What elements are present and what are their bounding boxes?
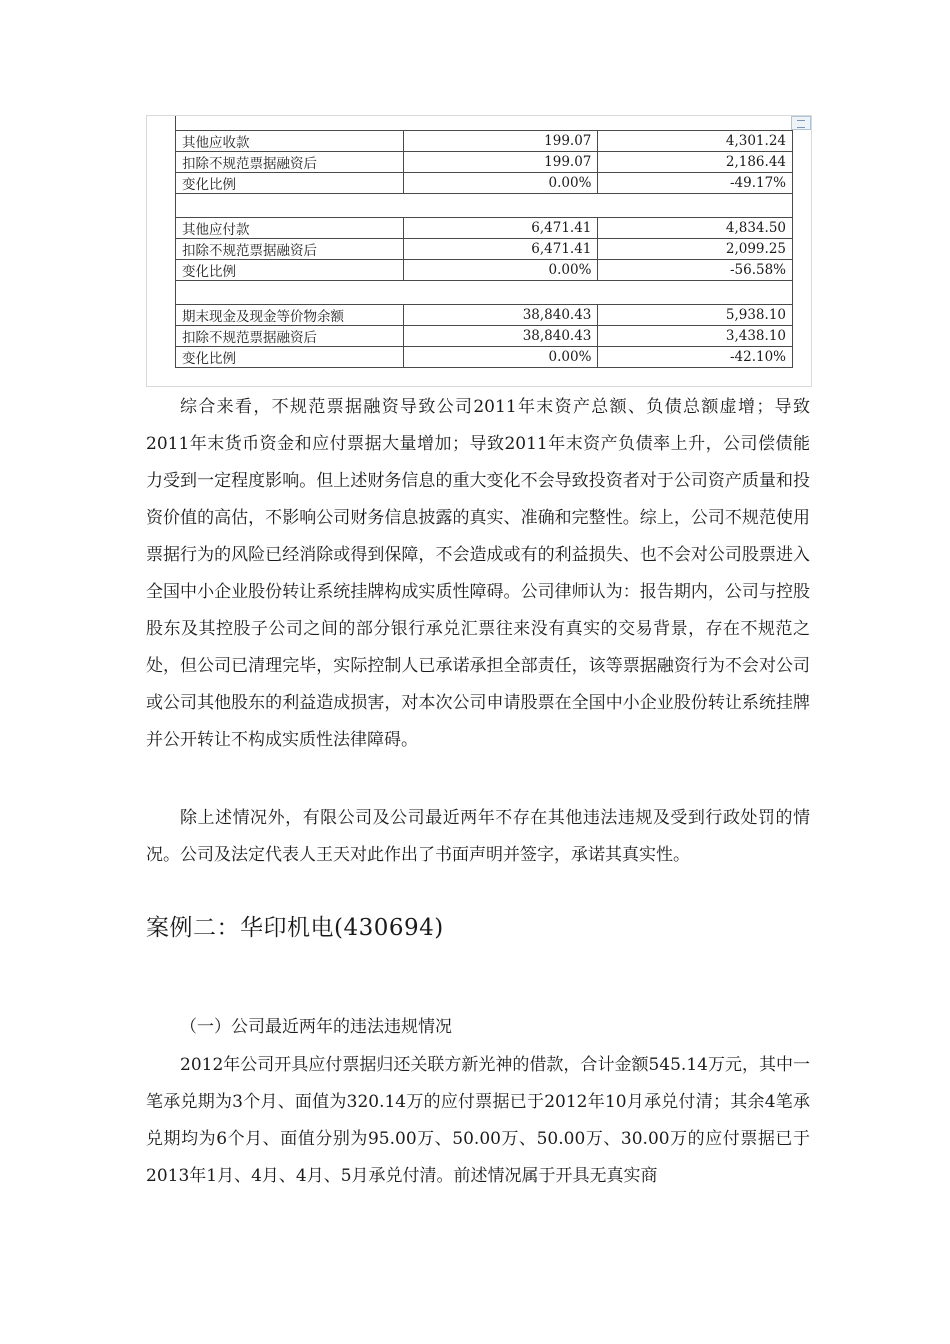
table-row (176, 260, 793, 281)
row-label: 扣除不规范票据融资后 (176, 152, 404, 173)
row-value-1: 0.00% (403, 347, 598, 368)
row-value-1: 38,840.43 (403, 326, 598, 347)
row-value-2: 2,186.44 (598, 152, 793, 173)
row-label: 扣除不规范票据融资后 (176, 239, 404, 260)
row-label: 变化比例 (176, 347, 404, 368)
case-paragraph: 2012年公司开具应付票据归还关联方新光神的借款，合计金额545.14万元，其中一笔承兑期为3个月、面值为320.14万的应付票据已于2012年10月承兑付清；其余4笔承兑期均为6个月、面值分别为95.00万、50.00万、50.00万、30.00万的应付票据已于2013年1月、4月、4月、5月承兑付清。前述情况属于开具无真实商 (146, 1055, 810, 1186)
row-value-1: 6,471.41 (403, 218, 598, 239)
row-label: 变化比例 (176, 260, 404, 281)
table-row (176, 305, 793, 326)
financial-table-image (146, 115, 812, 387)
row-value-1: 6,471.41 (403, 239, 598, 260)
declaration-paragraph: 除上述情况外，有限公司及公司最近两年不存在其他违法违规及受到行政处罚的情况。公司及法定代表人王天对此作出了书面声明并签字，承诺其真实性。 (146, 808, 810, 865)
row-value-2: -49.17% (598, 173, 793, 194)
row-value-2: -42.10% (598, 347, 793, 368)
table-row (176, 152, 793, 173)
row-value-2: 4,301.24 (598, 131, 793, 152)
row-label: 扣除不规范票据融资后 (176, 326, 404, 347)
row-value-1: 38,840.43 (403, 305, 598, 326)
row-value-2: -56.58% (598, 260, 793, 281)
row-value-1: 199.07 (403, 131, 598, 152)
row-value-2: 2,099.25 (598, 239, 793, 260)
table-spacer-row (176, 281, 793, 305)
row-value-1: 0.00% (403, 173, 598, 194)
financial-table (175, 130, 793, 368)
section-heading: （一）公司最近两年的违法违规情况 (180, 1017, 452, 1037)
table-row (176, 131, 793, 152)
table-spacer-row (176, 194, 793, 218)
row-value-1: 199.07 (403, 152, 598, 173)
table-top-edge (175, 116, 793, 130)
row-label: 其他应收款 (176, 131, 404, 152)
row-value-1: 0.00% (403, 260, 598, 281)
row-label: 其他应付款 (176, 218, 404, 239)
table-row (176, 173, 793, 194)
row-value-2: 3,438.10 (598, 326, 793, 347)
row-value-2: 5,938.10 (598, 305, 793, 326)
row-value-2: 4,834.50 (598, 218, 793, 239)
table-handle-icon (791, 116, 811, 130)
table-row (176, 239, 793, 260)
summary-paragraph: 综合来看，不规范票据融资导致公司2011年末资产总额、负债总额虚增；导致2011年末货币资金和应付票据大量增加；导致2011年末资产负债率上升，公司偿债能力受到一定程度影响。但上述财务信息的重大变化不会导致投资者对于公司资产质量和投资价值的高估，不影响公司财务信息披露的真实、准确和完整性。综上，公司不规范使用票据行为的风险已经消除或得到保障，不会造成或有的利益损失、也不会对公司股票进入全国中小企业股份转让系统挂牌构成实质性障碍。公司律师认为：报告期内，公司与控股股东及其控股子公司之间的部分银行承兑汇票往来没有真实的交易背景，存在不规范之处，但公司已清理完毕，实际控制人已承诺承担全部责任，该等票据融资行为不会对公司或公司其他股东的利益造成损害，对本次公司申请股票在全国中小企业股份转让系统挂牌并公开转让不构成实质性法律障碍。 (146, 397, 810, 750)
table-row (176, 326, 793, 347)
table-row (176, 347, 793, 368)
row-label: 变化比例 (176, 173, 404, 194)
case-heading: 案例二：华印机电(430694) (146, 915, 444, 941)
row-label: 期末现金及现金等价物余额 (176, 305, 404, 326)
table-row (176, 218, 793, 239)
